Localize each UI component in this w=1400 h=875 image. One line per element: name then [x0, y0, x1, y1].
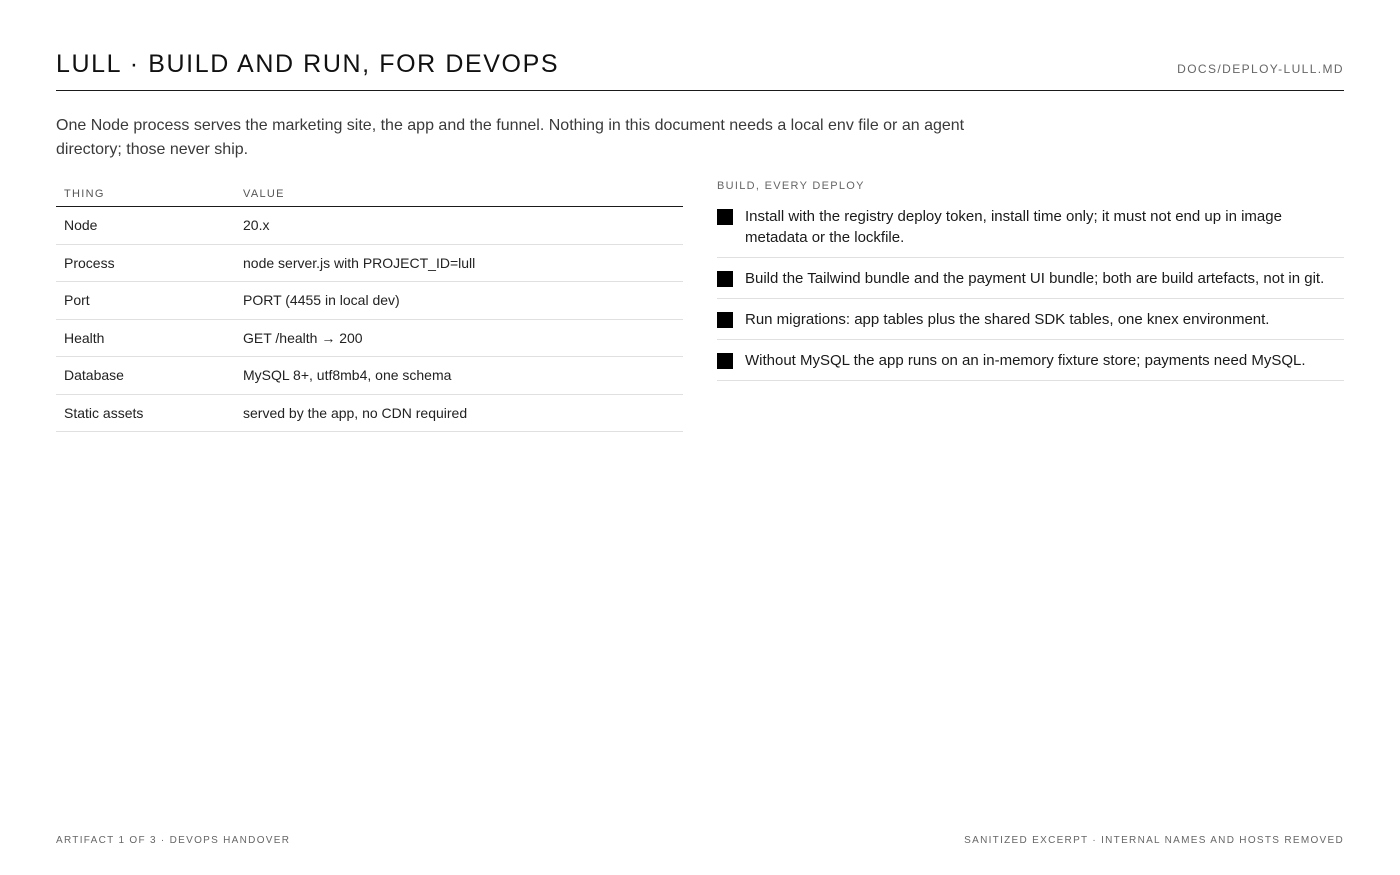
page-header	[56, 46, 1344, 91]
row-key: Node	[64, 217, 98, 234]
table-row	[56, 207, 683, 245]
step-text: Without MySQL the app runs on an in-memory fixture store; payments need MySQL.	[745, 352, 1306, 369]
column-header-value: VALUE	[243, 188, 285, 200]
row-value: GET /health → 200	[243, 329, 363, 346]
step-text: Install with the registry deploy token, install time only; it must not end up in image metadata or the lockfile.	[745, 208, 1282, 246]
table-row	[56, 395, 683, 433]
square-bullet-icon	[717, 271, 733, 287]
list-item	[717, 350, 1344, 381]
column-header-thing: THING	[64, 188, 105, 200]
table-row	[56, 357, 683, 395]
step-text: Run migrations: app tables plus the shared SDK tables, one knex environment.	[745, 311, 1270, 328]
document-path: DOCS/DEPLOY-LULL.MD	[1177, 62, 1344, 76]
step-text: Build the Tailwind bundle and the payment UI bundle; both are build artefacts, not in git.	[745, 270, 1325, 287]
row-key: Database	[64, 367, 124, 384]
row-key: Health	[64, 329, 105, 346]
footer-artifact-label: ARTIFACT 1 OF 3 · DEVOPS HANDOVER	[56, 835, 291, 846]
row-key: Process	[64, 254, 115, 271]
footer-sanitized-note: SANITIZED EXCERPT · INTERNAL NAMES AND HOSTS REMOVED	[964, 835, 1344, 846]
build-section	[717, 180, 1344, 391]
build-heading: BUILD, EVERY DEPLOY	[717, 180, 865, 192]
list-item	[717, 268, 1344, 299]
square-bullet-icon	[717, 312, 733, 328]
row-value: node server.js with PROJECT_ID=lull	[243, 254, 476, 271]
table-row	[56, 245, 683, 283]
page-title: LULL · BUILD AND RUN, FOR DEVOPS	[56, 50, 560, 78]
list-item	[717, 206, 1344, 258]
row-value: PORT (4455 in local dev)	[243, 292, 400, 309]
list-item	[717, 309, 1344, 340]
row-value: 20.x	[243, 217, 270, 234]
table-header	[56, 183, 683, 207]
square-bullet-icon	[717, 209, 733, 225]
table-row	[56, 282, 683, 320]
row-key: Port	[64, 292, 90, 309]
intro-paragraph: One Node process serves the marketing site, the app and the funnel. Nothing in this document needs a local env file or an agent directory; those never ship.	[56, 117, 965, 158]
row-key: Static assets	[64, 404, 144, 421]
row-value: MySQL 8+, utf8mb4, one schema	[243, 367, 452, 384]
build-steps-list	[717, 206, 1344, 381]
config-table	[56, 183, 683, 432]
square-bullet-icon	[717, 353, 733, 369]
row-value: served by the app, no CDN required	[243, 404, 468, 421]
table-row	[56, 320, 683, 358]
